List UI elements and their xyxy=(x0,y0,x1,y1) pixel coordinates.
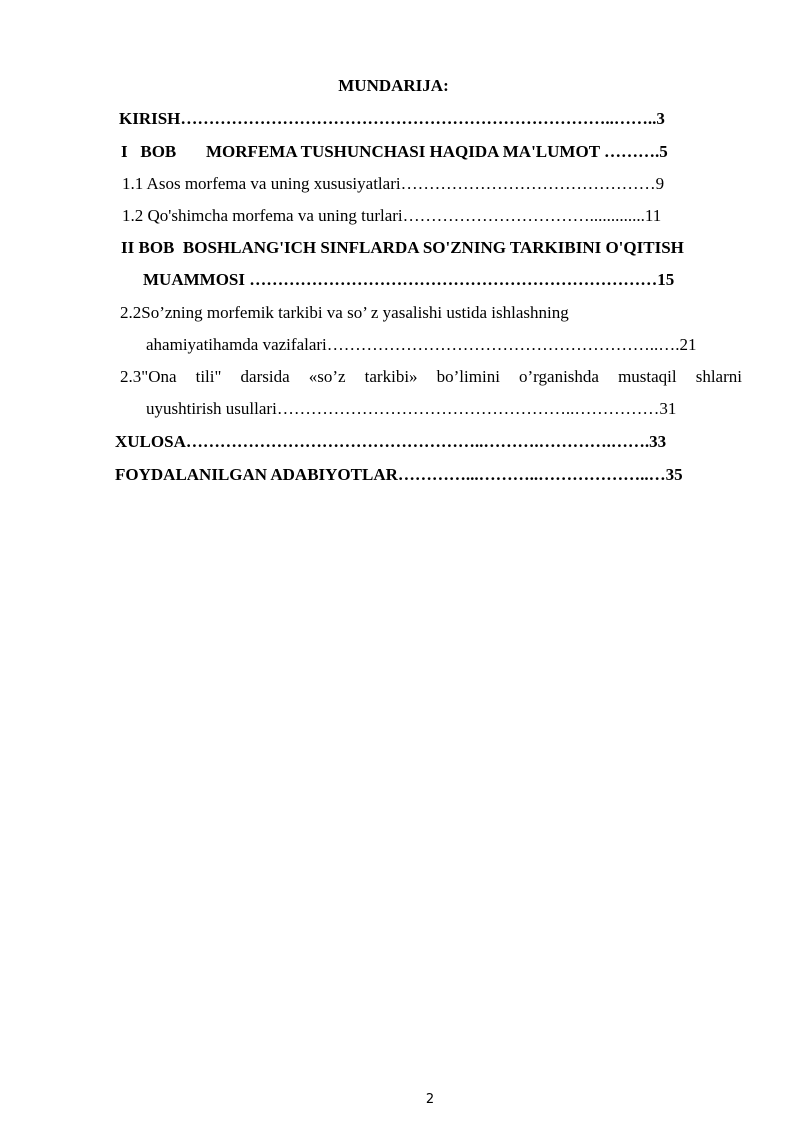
toc-entry-text: 2.3"Ona tili" darsida «so’z tarkibi» bo’limini o’rganishda mustaqil shlarni xyxy=(120,367,742,386)
toc-entry-text: II BOB BOSHLANG'ICH SINFLARDA SO'ZNING TARKIBINI O'QITISH xyxy=(121,238,684,257)
toc-entry-section-2-2-line2[interactable] xyxy=(146,334,732,356)
toc-leader-dots: …………………………………………………..…. xyxy=(326,335,680,354)
toc-leader-dots: ……………………………………… xyxy=(400,174,656,193)
toc-leader-dots: …………...………..………………..… xyxy=(397,465,666,484)
toc-entry-text: KIRISH xyxy=(119,109,181,128)
toc-entry-text: 1.1 Asos morfema va uning xususiyatlari xyxy=(122,174,401,193)
toc-page-number: 5 xyxy=(659,142,668,161)
toc-entry-text: uyushtirish usullari xyxy=(146,399,277,418)
toc-page-number: 9 xyxy=(655,174,665,193)
toc-entry-xulosa[interactable] xyxy=(115,431,735,453)
toc-page-number: 35 xyxy=(665,465,683,484)
toc-page-number: 21 xyxy=(679,335,697,354)
page-title: MUNDARIJA: xyxy=(338,76,449,95)
toc-entry-kirish[interactable] xyxy=(119,108,724,130)
toc-entry-text: XULOSA xyxy=(115,432,186,451)
toc-entry-section-2-3-line1[interactable] xyxy=(120,366,742,388)
toc-entry-chapter-2-line1[interactable] xyxy=(121,237,745,259)
toc-entry-foydalanilgan-adabiyotlar[interactable] xyxy=(115,464,740,486)
toc-page-number: 3 xyxy=(656,109,665,128)
toc-leader-dots: ……………………………………………..…………… xyxy=(276,399,660,418)
toc-page-number: 33 xyxy=(649,432,667,451)
toc-entry-text: 1.2 Qo'shimcha morfema va uning turlari xyxy=(122,206,403,225)
toc-entry-chapter-1[interactable] xyxy=(121,141,724,163)
toc-entry-text: 2.2So’zning morfemik tarkibi va so’ z yasalishi ustida ishlashning xyxy=(120,303,569,322)
toc-leader-dots: ……………………………............. xyxy=(402,206,645,225)
toc-entry-section-1-1[interactable] xyxy=(122,173,724,195)
toc-entry-text: FOYDALANILGAN ADABIYOTLAR xyxy=(115,465,398,484)
toc-entry-section-1-2[interactable] xyxy=(122,205,726,227)
toc-leader-dots: ……………………………………………..……….………….……. xyxy=(185,432,650,451)
toc-entry-chapter-2-line2[interactable] xyxy=(143,269,729,291)
toc-entry-section-2-2-line1[interactable] xyxy=(120,302,640,324)
toc-leader-dots: ……………………………………………………………… xyxy=(249,270,658,289)
page-number: 2 xyxy=(425,1092,435,1107)
toc-page-number: 11 xyxy=(644,206,662,225)
toc-leader-dots: …………………………………………………………………..…….. xyxy=(180,109,657,128)
toc-entry-text: I BOB MORFEMA TUSHUNCHASI HAQIDA MA'LUMOT ………. xyxy=(121,142,660,161)
toc-page-number: 31 xyxy=(659,399,677,418)
toc-page-number: 15 xyxy=(657,270,675,289)
toc-entry-text: MUAMMOSI xyxy=(143,270,250,289)
toc-entry-text: ahamiyatihamda vazifalari xyxy=(146,335,327,354)
toc-entry-section-2-3-line2[interactable] xyxy=(146,398,736,420)
